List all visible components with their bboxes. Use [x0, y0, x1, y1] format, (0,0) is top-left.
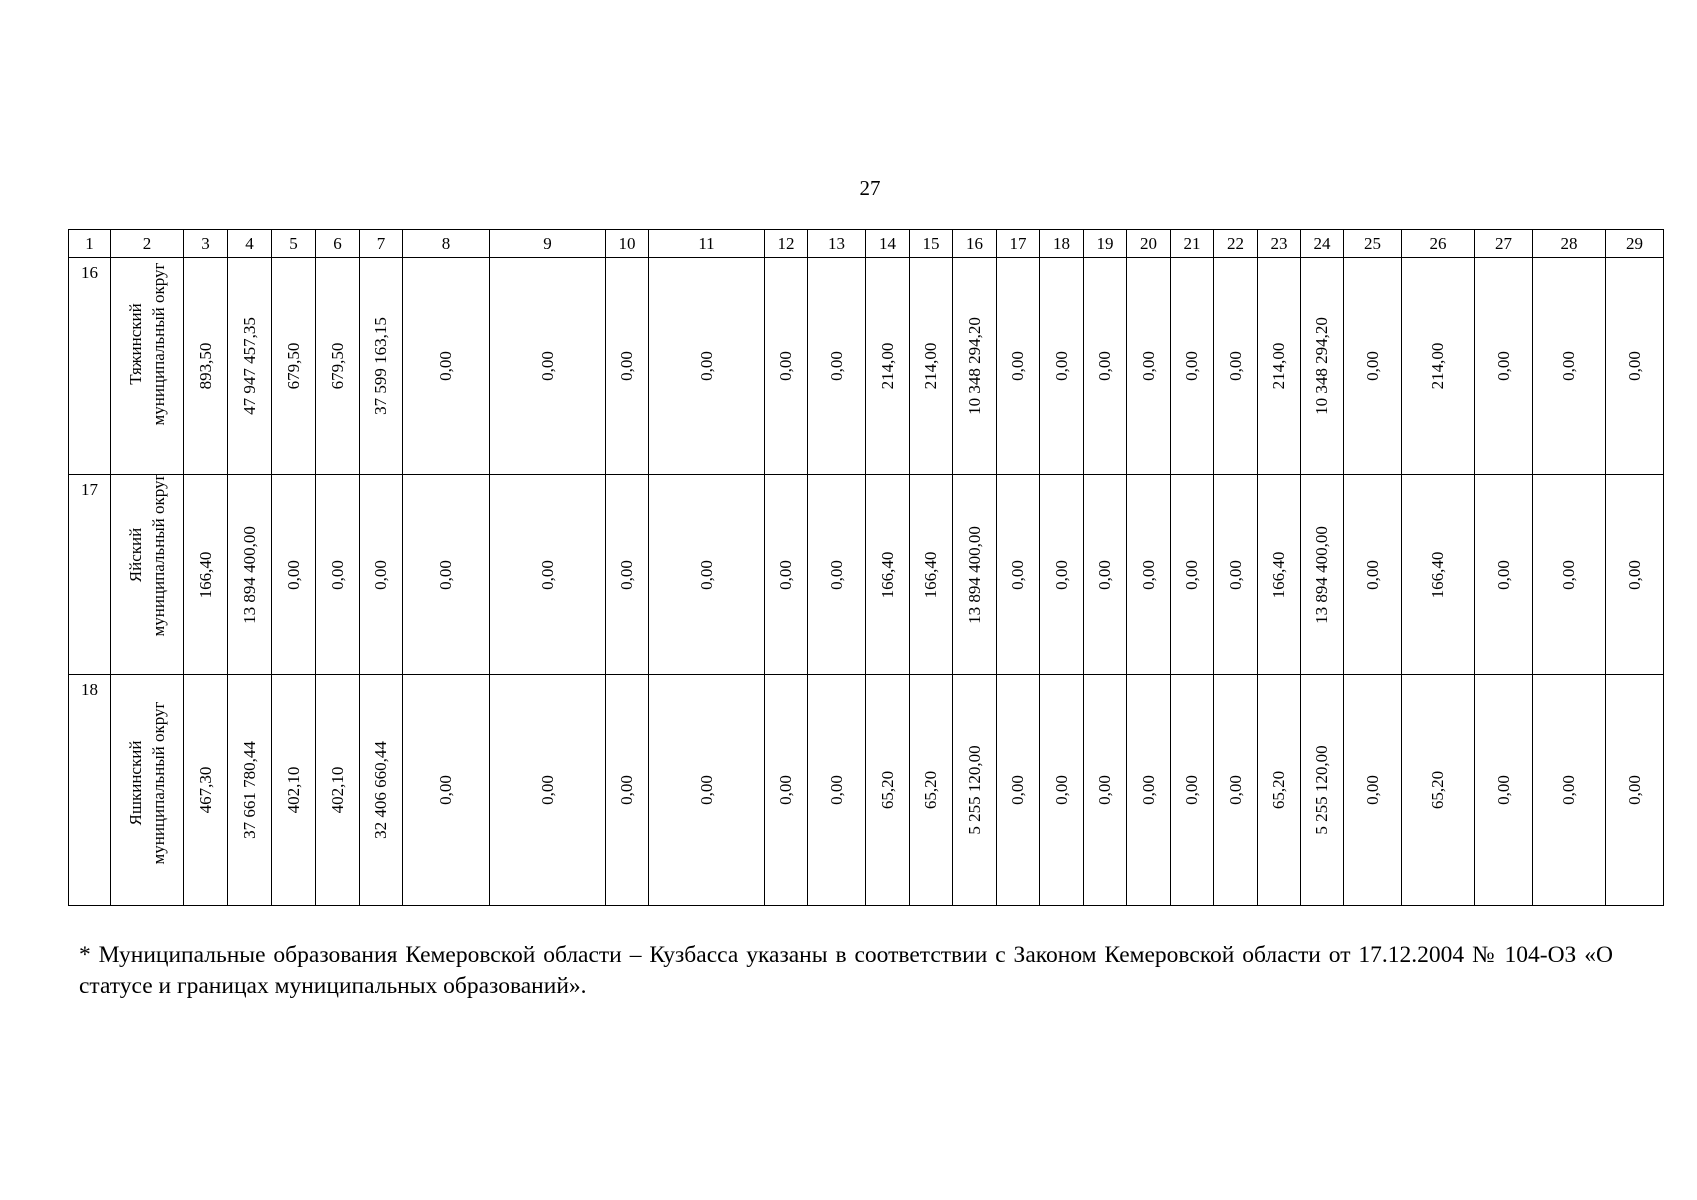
value-cell — [1040, 258, 1084, 475]
municipality-name-cell — [111, 475, 184, 675]
value-cell — [316, 475, 360, 675]
value-text: 0,00 — [1138, 775, 1158, 805]
value-text: 0,00 — [537, 559, 557, 590]
value-cell — [272, 675, 316, 906]
value-cell — [1606, 258, 1664, 475]
value-text: 0,00 — [1051, 775, 1071, 805]
value-text: 679,50 — [327, 342, 347, 390]
value-cell — [490, 675, 606, 906]
page-number: 27 — [859, 176, 881, 200]
value-cell — [1533, 258, 1606, 475]
value-cell — [606, 475, 649, 675]
value-cell — [360, 475, 403, 675]
value-text: 0,00 — [1182, 559, 1201, 590]
value-cell — [1344, 475, 1402, 675]
value-cell — [228, 475, 272, 675]
value-cell — [953, 675, 997, 906]
row-number — [69, 675, 111, 906]
value-cell — [1606, 675, 1664, 906]
value-text: 65,20 — [921, 770, 940, 810]
value-cell — [1040, 675, 1084, 906]
value-text: 0,00 — [617, 559, 636, 590]
value-cell — [997, 258, 1040, 475]
value-text: 0,00 — [1225, 351, 1245, 381]
municipality-name-line2: муниципальный округ — [149, 701, 168, 865]
value-cell — [953, 258, 997, 475]
column-number: 15 — [910, 230, 953, 258]
value-cell — [1127, 258, 1171, 475]
value-cell — [1127, 675, 1171, 906]
column-number: 18 — [1040, 230, 1084, 258]
column-number: 3 — [184, 230, 228, 258]
value-cell — [184, 675, 228, 906]
value-cell — [403, 475, 490, 675]
value-cell — [1214, 258, 1258, 475]
column-number: 27 — [1475, 230, 1533, 258]
value-cell — [765, 675, 808, 906]
column-number: 7 — [360, 230, 403, 258]
value-text: 0,00 — [826, 559, 846, 590]
value-text: 0,00 — [436, 559, 455, 590]
value-cell — [316, 675, 360, 906]
value-text: 65,20 — [1269, 770, 1288, 810]
column-number: 29 — [1606, 230, 1664, 258]
value-text: 37 599 163,15 — [371, 317, 390, 415]
column-number: 28 — [1533, 230, 1606, 258]
value-cell — [953, 475, 997, 675]
column-number: 25 — [1344, 230, 1402, 258]
column-number: 6 — [316, 230, 360, 258]
value-text: 166,40 — [1428, 551, 1447, 598]
column-number: 2 — [111, 230, 184, 258]
column-number: 17 — [997, 230, 1040, 258]
value-text: 166,40 — [1269, 551, 1288, 598]
value-text: 467,30 — [195, 766, 215, 814]
value-text: 0,00 — [1624, 351, 1644, 381]
column-number: 1 — [69, 230, 111, 258]
table-row — [69, 475, 1664, 675]
value-text: 5 255 120,00 — [964, 745, 984, 835]
value-text: 0,00 — [1051, 559, 1071, 590]
value-text: 0,00 — [537, 775, 557, 805]
value-cell — [184, 475, 228, 675]
value-text: 13 894 400,00 — [964, 525, 984, 624]
value-text: 0,00 — [1362, 351, 1382, 381]
value-text: 0,00 — [1362, 559, 1382, 590]
value-cell — [1475, 258, 1533, 475]
value-cell — [649, 258, 765, 475]
value-cell — [765, 258, 808, 475]
value-text: 0,00 — [1559, 559, 1578, 590]
value-cell — [360, 675, 403, 906]
value-cell — [1402, 675, 1475, 906]
value-text: 0,00 — [776, 559, 795, 590]
value-cell — [1040, 475, 1084, 675]
header-row — [69, 230, 1664, 258]
value-cell — [910, 675, 953, 906]
column-number: 10 — [606, 230, 649, 258]
value-text: 0,00 — [1559, 775, 1578, 805]
value-cell — [272, 258, 316, 475]
value-text: 893,50 — [195, 342, 215, 390]
value-text: 0,00 — [1493, 351, 1513, 381]
value-cell — [866, 675, 910, 906]
value-text: 214,00 — [877, 342, 897, 390]
value-text: 0,00 — [1051, 351, 1071, 381]
value-cell — [228, 258, 272, 475]
value-cell — [649, 475, 765, 675]
value-text: 0,00 — [436, 775, 455, 805]
column-number: 4 — [228, 230, 272, 258]
municipality-name — [124, 263, 170, 426]
value-cell — [1344, 258, 1402, 475]
column-number: 11 — [649, 230, 765, 258]
value-text: 10 348 294,20 — [1312, 317, 1331, 415]
value-text: 32 406 660,44 — [371, 741, 390, 839]
value-text: 0,00 — [617, 775, 636, 805]
value-cell — [184, 258, 228, 475]
value-cell — [765, 475, 808, 675]
value-text: 0,00 — [826, 351, 846, 381]
value-text: 0,00 — [1095, 559, 1114, 590]
row-number — [69, 475, 111, 675]
value-cell — [910, 258, 953, 475]
value-text: 0,00 — [1559, 351, 1578, 381]
column-number: 26 — [1402, 230, 1475, 258]
value-cell — [1258, 258, 1301, 475]
value-text: 214,00 — [1269, 342, 1288, 390]
value-cell — [1475, 475, 1533, 675]
value-text: 13 894 400,00 — [1312, 525, 1331, 624]
value-cell — [1258, 675, 1301, 906]
column-number: 8 — [403, 230, 490, 258]
value-text: 0,00 — [1493, 559, 1513, 590]
value-cell — [1214, 475, 1258, 675]
table-row — [69, 675, 1664, 906]
municipality-name-cell — [111, 258, 184, 475]
value-cell — [808, 475, 866, 675]
column-number: 9 — [490, 230, 606, 258]
column-number: 14 — [866, 230, 910, 258]
column-number: 23 — [1258, 230, 1301, 258]
value-cell — [360, 258, 403, 475]
value-text: 402,10 — [327, 766, 347, 814]
value-cell — [649, 675, 765, 906]
value-cell — [1084, 258, 1127, 475]
value-text: 402,10 — [283, 766, 303, 814]
column-number: 13 — [808, 230, 866, 258]
value-cell — [1171, 475, 1214, 675]
value-cell — [1475, 675, 1533, 906]
value-text: 0,00 — [1624, 775, 1644, 805]
value-text: 13 894 400,00 — [239, 525, 259, 624]
value-text: 0,00 — [327, 559, 347, 590]
value-text: 0,00 — [371, 559, 390, 590]
value-text: 5 255 120,00 — [1312, 745, 1331, 835]
value-text: 0,00 — [1138, 559, 1158, 590]
value-cell — [1301, 258, 1344, 475]
municipality-name — [124, 702, 170, 865]
value-cell — [1258, 475, 1301, 675]
value-cell — [490, 258, 606, 475]
value-cell — [1402, 258, 1475, 475]
value-cell — [403, 675, 490, 906]
value-text: 10 348 294,20 — [964, 317, 984, 415]
municipality-name — [124, 473, 170, 636]
footnote: * Муниципальные образования Кемеровской области – Кузбасса указаны в соответствии с Законом Кемеровской области от 17.12.2004 № 104-ОЗ «О статусе и границах муниципальных образований». — [79, 942, 1613, 999]
column-number: 24 — [1301, 230, 1344, 258]
value-text: 0,00 — [1362, 775, 1382, 805]
value-text: 0,00 — [617, 351, 636, 381]
value-cell — [1084, 675, 1127, 906]
value-cell — [1084, 475, 1127, 675]
value-cell — [1533, 475, 1606, 675]
value-text: 166,40 — [195, 551, 215, 598]
value-cell — [808, 258, 866, 475]
value-text: 0,00 — [776, 351, 795, 381]
value-text: 0,00 — [1225, 559, 1245, 590]
value-text: 0,00 — [1493, 775, 1513, 805]
value-text: 65,20 — [877, 770, 897, 810]
value-cell — [403, 258, 490, 475]
municipality-name-line1: Яшкинский — [126, 740, 145, 826]
value-cell — [1171, 258, 1214, 475]
value-cell — [1171, 675, 1214, 906]
value-cell — [228, 675, 272, 906]
value-text: 37 661 780,44 — [239, 741, 259, 839]
value-cell — [1127, 475, 1171, 675]
value-text: 0,00 — [1008, 559, 1027, 590]
municipality-name-line1: Яйский — [126, 527, 145, 582]
value-text: 214,00 — [921, 342, 940, 390]
column-number: 19 — [1084, 230, 1127, 258]
value-text: 0,00 — [826, 775, 846, 805]
value-cell — [1533, 675, 1606, 906]
value-text: 47 947 457,35 — [239, 317, 259, 415]
data-table — [68, 229, 1664, 906]
value-text: 0,00 — [1138, 351, 1158, 381]
value-text: 0,00 — [1095, 351, 1114, 381]
row-number — [69, 258, 111, 475]
value-cell — [1344, 675, 1402, 906]
value-text: 0,00 — [436, 351, 455, 381]
value-cell — [1606, 475, 1664, 675]
value-text: 214,00 — [1428, 342, 1447, 390]
value-cell — [316, 258, 360, 475]
row-number-text: 17 — [81, 480, 98, 499]
municipality-name-line2: муниципальный округ — [149, 262, 168, 426]
column-number: 12 — [765, 230, 808, 258]
value-cell — [1301, 675, 1344, 906]
value-cell — [606, 675, 649, 906]
value-cell — [1214, 675, 1258, 906]
value-cell — [490, 475, 606, 675]
value-text: 0,00 — [696, 559, 716, 590]
value-text: 0,00 — [1624, 559, 1644, 590]
value-cell — [910, 475, 953, 675]
value-text: 0,00 — [776, 775, 795, 805]
value-cell — [997, 675, 1040, 906]
value-text: 0,00 — [1095, 775, 1114, 805]
row-number-text: 16 — [81, 263, 98, 282]
table-row — [69, 258, 1664, 475]
value-text: 0,00 — [537, 351, 557, 381]
value-text: 0,00 — [696, 775, 716, 805]
municipality-name-cell — [111, 675, 184, 906]
column-number: 20 — [1127, 230, 1171, 258]
value-text: 0,00 — [696, 351, 716, 381]
column-number: 5 — [272, 230, 316, 258]
value-text: 0,00 — [1182, 775, 1201, 805]
value-text: 166,40 — [921, 551, 940, 598]
value-text: 0,00 — [1008, 351, 1027, 381]
column-number: 22 — [1214, 230, 1258, 258]
value-text: 166,40 — [877, 551, 897, 598]
value-cell — [808, 675, 866, 906]
row-number-text: 18 — [81, 680, 98, 699]
value-cell — [997, 475, 1040, 675]
value-cell — [272, 475, 316, 675]
municipality-name-line2: муниципальный округ — [149, 473, 168, 637]
municipality-name-line1: Тяжинский — [126, 303, 145, 386]
value-text: 0,00 — [283, 559, 303, 590]
value-text: 0,00 — [1182, 351, 1201, 381]
value-text: 0,00 — [1008, 775, 1027, 805]
value-cell — [1301, 475, 1344, 675]
value-cell — [606, 258, 649, 475]
value-text: 0,00 — [1225, 775, 1245, 805]
value-cell — [1402, 475, 1475, 675]
value-cell — [866, 258, 910, 475]
value-text: 65,20 — [1428, 770, 1447, 810]
column-number: 21 — [1171, 230, 1214, 258]
column-number: 16 — [953, 230, 997, 258]
value-text: 679,50 — [283, 342, 303, 390]
value-cell — [866, 475, 910, 675]
